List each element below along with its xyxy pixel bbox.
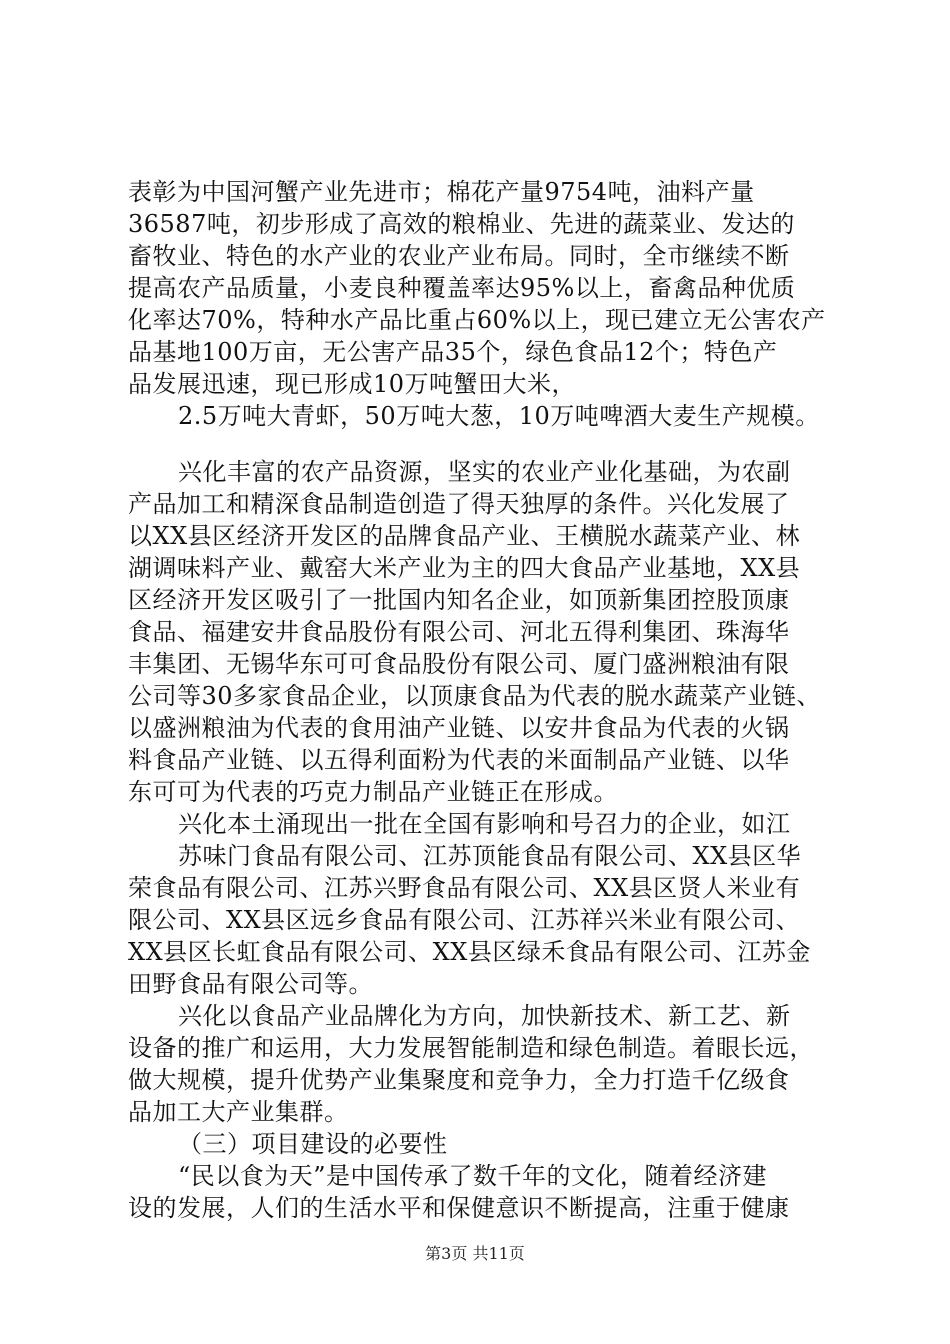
paragraph-line: 品基地100万亩，无公害产品35个，绿色食品12个；特色产	[128, 338, 778, 366]
paragraph-line: 36587吨，初步形成了高效的粮棉业、先进的蔬菜业、发达的	[128, 210, 795, 238]
paragraph-line: 品发展迅速，现已形成10万吨蟹田大米，	[128, 370, 577, 398]
paragraph-line: 兴化本土涌现出一批在全国有影响和号召力的企业，如江	[178, 810, 791, 838]
paragraph-line: 表彰为中国河蟹产业先进市；棉花产量9754吨，油料产量	[128, 178, 755, 206]
paragraph-line: 荣食品有限公司、江苏兴野食品有限公司、XX县区贤人米业有	[128, 874, 801, 902]
paragraph-line: XX县区长虹食品有限公司、XX县区绿禾食品有限公司、江苏金	[128, 938, 811, 966]
paragraph-line: 提高农产品质量，小麦良种覆盖率达95%以上，畜禽品种优质	[128, 274, 796, 302]
paragraph-line: 东可可为代表的巧克力制品产业链正在形成。	[128, 778, 618, 806]
paragraph-line: 化率达70%，特种水产品比重占60%以上，现已建立无公害农产	[128, 306, 826, 334]
paragraph-line: “民以食为天”是中国传承了数千年的文化，随着经济建	[178, 1162, 768, 1190]
paragraph-line: 兴化以食品产业品牌化为方向，加快新技术、新工艺、新	[178, 1002, 791, 1030]
paragraph-line: 限公司、XX县区远乡食品有限公司、江苏祥兴米业有限公司、	[128, 906, 801, 934]
paragraph-line: 区经济开发区吸引了一批国内知名企业，如顶新集团控股顶康	[128, 586, 790, 614]
paragraph-line: 食品、福建安井食品股份有限公司、河北五得利集团、珠海华	[128, 618, 790, 646]
paragraph-line: 产品加工和精深食品制造创造了得天独厚的条件。兴化发展了	[128, 490, 790, 518]
paragraph-line: 以XX县区经济开发区的品牌食品产业、王横脱水蔬菜产业、林	[128, 522, 801, 550]
paragraph-line: 畜牧业、特色的水产业的农业产业布局。同时，全市继续不断	[128, 242, 790, 270]
page-footer: 第3页 共11页	[425, 1244, 525, 1263]
paragraph-line: 苏味门食品有限公司、江苏顶能食品有限公司、XX县区华	[178, 842, 802, 870]
section-heading: （三）项目建设的必要性	[178, 1130, 448, 1158]
paragraph-line: 设备的推广和运用，大力发展智能制造和绿色制造。着眼长远，	[128, 1034, 814, 1062]
paragraph-line: 田野食品有限公司等。	[128, 970, 373, 998]
paragraph-line: 丰集团、无锡华东可可食品股份有限公司、厦门盛洲粮油有限	[128, 650, 790, 678]
paragraph-line: 以盛洲粮油为代表的食用油产业链、以安井食品为代表的火锅	[128, 714, 790, 742]
paragraph-line: 公司等30多家食品企业，以顶康食品为代表的脱水蔬菜产业链、	[128, 682, 822, 710]
paragraph-line: 兴化丰富的农产品资源，坚实的农业产业化基础，为农副	[178, 458, 791, 486]
paragraph-line: 湖调味料产业、戴窑大米产业为主的四大食品产业基地，XX县	[128, 554, 801, 582]
paragraph-line: 2.5万吨大青虾，50万吨大葱，10万吨啤酒大麦生产规模。	[178, 402, 820, 430]
paragraph-line: 做大规模，提升优势产业集聚度和竞争力，全力打造千亿级食	[128, 1066, 790, 1094]
paragraph-line: 品加工大产业集群。	[128, 1098, 349, 1126]
paragraph-line: 设的发展，人们的生活水平和保健意识不断提高，注重于健康	[128, 1194, 790, 1222]
paragraph-line: 料食品产业链、以五得利面粉为代表的米面制品产业链、以华	[128, 746, 790, 774]
